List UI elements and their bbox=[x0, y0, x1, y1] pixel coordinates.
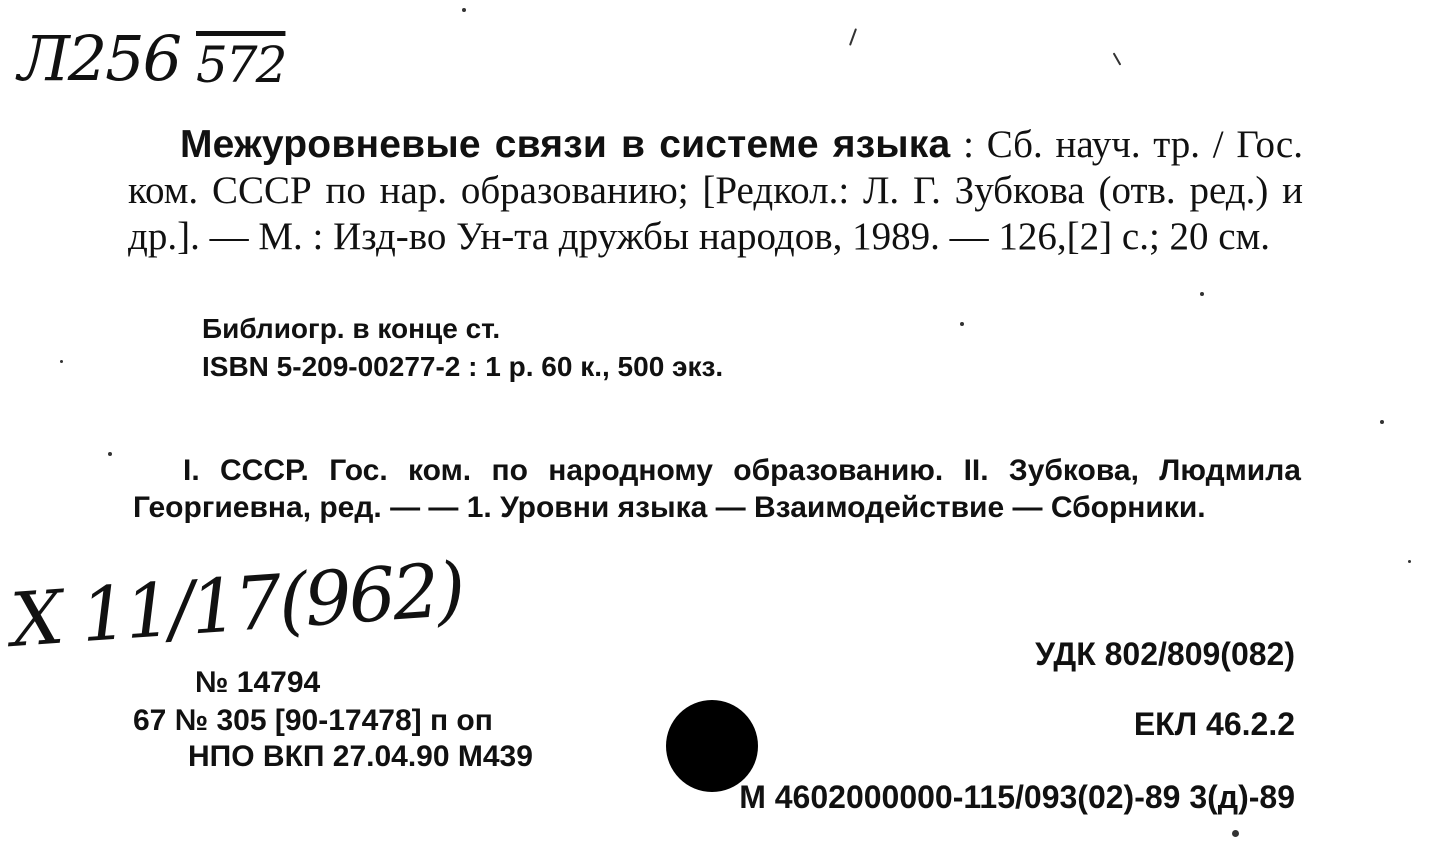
bibliography-note: Библиогр. в конце ст. bbox=[202, 313, 501, 344]
bibliographic-description bbox=[128, 122, 1303, 260]
shelfmark-code: Л256 bbox=[18, 22, 181, 95]
isbn-price-note: ISBN 5-209-00277-2 : 1 р. 60 к., 500 экз. bbox=[202, 351, 724, 382]
accession-mark: X 11/17(962) bbox=[8, 546, 466, 664]
speck bbox=[1380, 420, 1384, 424]
speck bbox=[1113, 52, 1122, 65]
tracings-text: I. СССР. Гос. ком. по народному образованию. II. Зубкова, Людмила Георгиевна, ред. — — 1. Уровни языка — Взаимодействие — Сборники. bbox=[133, 454, 1301, 524]
card-number: № 14794 bbox=[195, 666, 321, 699]
speck bbox=[1200, 292, 1204, 296]
publication-details: : Сб. науч. тр. / Гос. ком. СССР по нар. образованию; [Редкол.: Л. Г. Зубкова (отв. ред.) и др.]. — М. : Изд-во Ун-та дружбы народов, 1989. — 126,[2] с.; 20 см. bbox=[128, 123, 1303, 258]
print-info-line-2: НПО ВКП 27.04.90 М439 bbox=[188, 740, 533, 773]
speck bbox=[60, 360, 63, 363]
speck bbox=[108, 452, 112, 456]
udk-code: УДК 802/809(082) bbox=[1035, 636, 1295, 672]
ekl-code: ЕКЛ 46.2.2 bbox=[1133, 706, 1295, 742]
speck bbox=[849, 28, 857, 46]
print-info-line-1: 67 № 305 [90-17478] п оп bbox=[133, 704, 493, 737]
punch-hole bbox=[666, 700, 758, 792]
subject-tracings bbox=[133, 452, 1301, 526]
speck bbox=[960, 322, 964, 326]
annotation-code: М 4602000000-115/093(02)-89 3(д)-89 bbox=[739, 779, 1295, 815]
speck bbox=[1232, 830, 1239, 837]
book-title: Межуровневые связи в системе языка bbox=[180, 123, 951, 166]
shelfmark-number: 572 bbox=[196, 36, 286, 94]
speck bbox=[462, 8, 466, 12]
speck bbox=[1408, 560, 1411, 563]
